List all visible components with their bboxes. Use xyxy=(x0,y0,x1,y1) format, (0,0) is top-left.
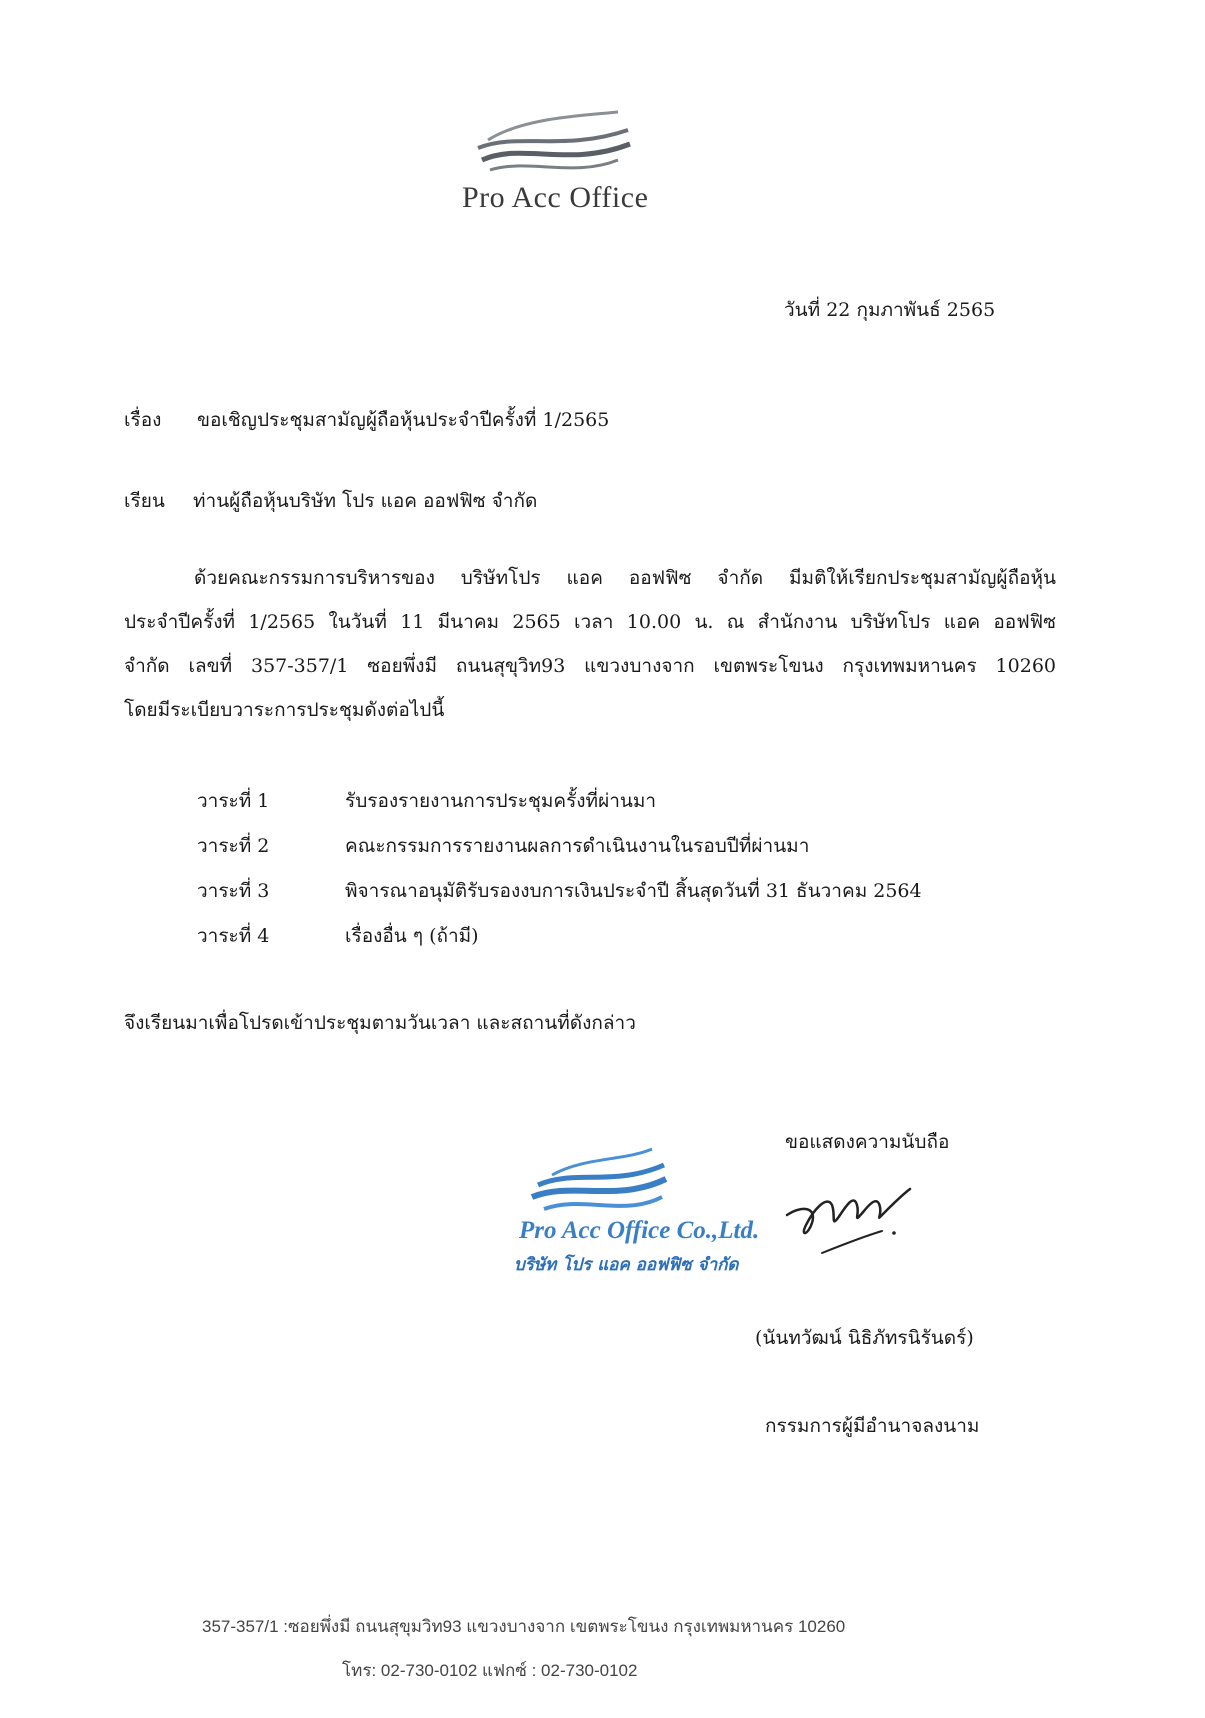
closing-text: จึงเรียนมาเพื่อโปรดเข้าประชุมตามวันเวลา และสถานที่ดังกล่าว xyxy=(124,1012,636,1034)
agenda-item xyxy=(197,876,922,906)
company-stamp xyxy=(514,1147,764,1277)
letterhead-company-name: Pro Acc Office xyxy=(462,181,649,214)
letterhead-logo xyxy=(458,108,718,228)
agenda-text: รับรองรายงานการประชุมครั้งที่ผ่านมา xyxy=(345,790,657,812)
signature-icon xyxy=(782,1175,932,1265)
agenda-text: เรื่องอื่น ๆ (ถ้ามี) xyxy=(345,925,479,947)
recipient-label: เรียน xyxy=(124,490,165,512)
agenda-text: พิจารณาอนุมัติรับรองงบการเงินประจำปี สิ้นสุดวันที่ 31 ธันวาคม 2564 xyxy=(345,880,922,902)
stamp-company-name-en: Pro Acc Office Co.,Ltd. xyxy=(519,1217,760,1244)
agenda-number: วาระที่ 2 xyxy=(197,835,270,857)
subject-text: ขอเชิญประชุมสามัญผู้ถือหุ้นประจำปีครั้งที่ 1/2565 xyxy=(197,409,610,431)
signer-name: (นันทวัฒน์ นิธิภัทรนิรันดร์) xyxy=(755,1327,974,1349)
stamp-wave-icon xyxy=(524,1147,674,1225)
handwritten-signature xyxy=(782,1175,932,1270)
footer-address: 357-357/1 :ซอยพึ่งมี ถนนสุขุมวิท93 แขวงบางจาก เขตพระโขนง กรุงเทพมหานคร 10260 xyxy=(202,1617,846,1636)
agenda-item xyxy=(197,921,479,951)
footer-contact: โทร: 02-730-0102 แฟกซ์ : 02-730-0102 xyxy=(342,1661,638,1680)
body-line: ประจำปีครั้งที่ 1/2565 ในวันที่ 11 มีนาคม 2565 เวลา 10.00 น. ณ สำนักงาน บริษัทโปร แอค ออฟฟิซ xyxy=(124,611,1056,633)
agenda-item xyxy=(197,786,656,816)
agenda-number: วาระที่ 1 xyxy=(197,790,270,812)
agenda-item xyxy=(197,831,809,861)
recipient-text: ท่านผู้ถือหุ้นบริษัท โปร แอค ออฟฟิซ จำกัด xyxy=(193,490,538,512)
body-line: โดยมีระเบียบวาระการประชุมดังต่อไปนี้ xyxy=(124,699,445,721)
agenda-number: วาระที่ 4 xyxy=(197,925,270,947)
stamp-company-name-th: บริษัท โปร แอค ออฟฟิซ จำกัด xyxy=(514,1255,739,1275)
agenda-text: คณะกรรมการรายงานผลการดำเนินงานในรอบปีที่ผ่านมา xyxy=(345,835,810,857)
agenda-number: วาระที่ 3 xyxy=(197,880,270,902)
regards-text: ขอแสดงความนับถือ xyxy=(785,1131,950,1153)
body-line: จำกัด เลขที่ 357-357/1 ซอยพึ่งมี ถนนสุขุวิท93 แขวงบางจาก เขตพระโขนง กรุงเทพมหานคร 10260 xyxy=(124,655,1056,677)
subject-label: เรื่อง xyxy=(124,409,162,431)
signer-position: กรรมการผู้มีอำนาจลงนาม xyxy=(765,1415,980,1437)
body-paragraph xyxy=(124,556,1056,732)
letter-date: วันที่ 22 กุมภาพันธ์ 2565 xyxy=(784,299,996,321)
wave-logo-icon xyxy=(468,108,638,188)
body-line: ด้วยคณะกรรมการบริหารของ บริษัทโปร แอค ออฟฟิซ จำกัด มีมติให้เรียกประชุมสามัญผู้ถือหุ้น xyxy=(194,567,1056,589)
